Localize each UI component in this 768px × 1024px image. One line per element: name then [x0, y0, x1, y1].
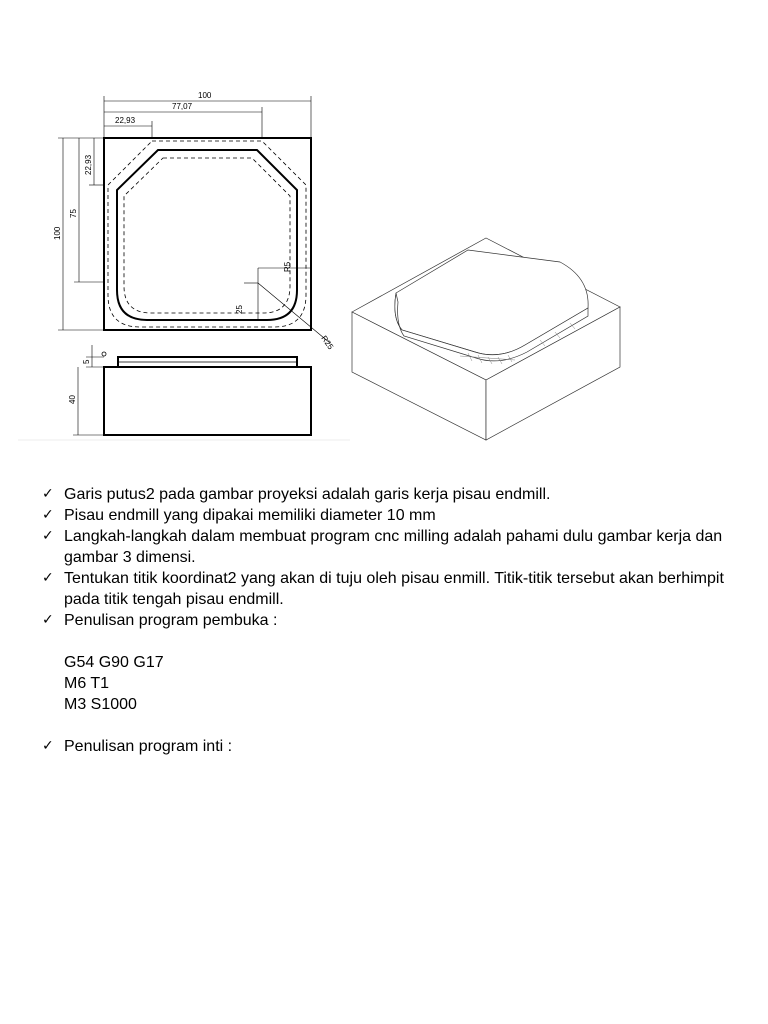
isometric-view	[352, 238, 620, 440]
side-view	[68, 345, 311, 435]
check-icon: ✓	[42, 486, 54, 502]
dim-top-chamfer: 22,93	[115, 116, 136, 125]
check-icon: ✓	[42, 612, 54, 628]
check-icon: ✓	[42, 528, 54, 544]
list-item: ✓ Penulisan program pembuka :	[42, 612, 278, 629]
check-icon: ✓	[42, 570, 54, 586]
list-item: ✓ Tentukan titik koordinat2 yang akan di tuju oleh pisau enmill. Titik-titik tersebut akan berhimpit pada titik tengah pisau endmill.	[42, 570, 724, 608]
dim-radius-small: R5	[283, 261, 292, 272]
list-item: ✓ Penulisan program inti :	[42, 738, 233, 755]
code-line: M6 T1	[64, 675, 110, 692]
dim-radius-height: 25	[235, 305, 244, 314]
check-icon: ✓	[42, 738, 54, 754]
check-icon: ✓	[42, 507, 54, 523]
dim-left-total: 100	[53, 226, 62, 240]
code-line: G54 G90 G17	[64, 654, 164, 671]
technical-drawing	[0, 0, 768, 450]
list-item: ✓ Pisau endmill yang dipakai memiliki diameter 10 mm	[42, 507, 436, 524]
dim-top-total: 100	[198, 91, 212, 100]
list-item: ✓ Langkah-langkah dalam membuat program cnc milling adalah pahami dulu gambar kerja dan gambar 3 dimensi.	[42, 528, 723, 566]
dim-radius-large: R25	[319, 333, 336, 352]
dim-left-chamfer: 22,93	[84, 154, 93, 175]
instructions	[42, 484, 742, 757]
dim-left-inner: 75	[69, 209, 78, 218]
top-view	[53, 91, 335, 352]
list-item: ✓ Garis putus2 pada gambar proyeksi adalah garis kerja pisau endmill.	[42, 486, 551, 503]
dim-side-pocket: 5	[82, 359, 91, 364]
code-line: M3 S1000	[64, 696, 137, 713]
dim-side-height: 40	[68, 395, 77, 404]
dim-top-inner: 77,07	[172, 102, 193, 111]
